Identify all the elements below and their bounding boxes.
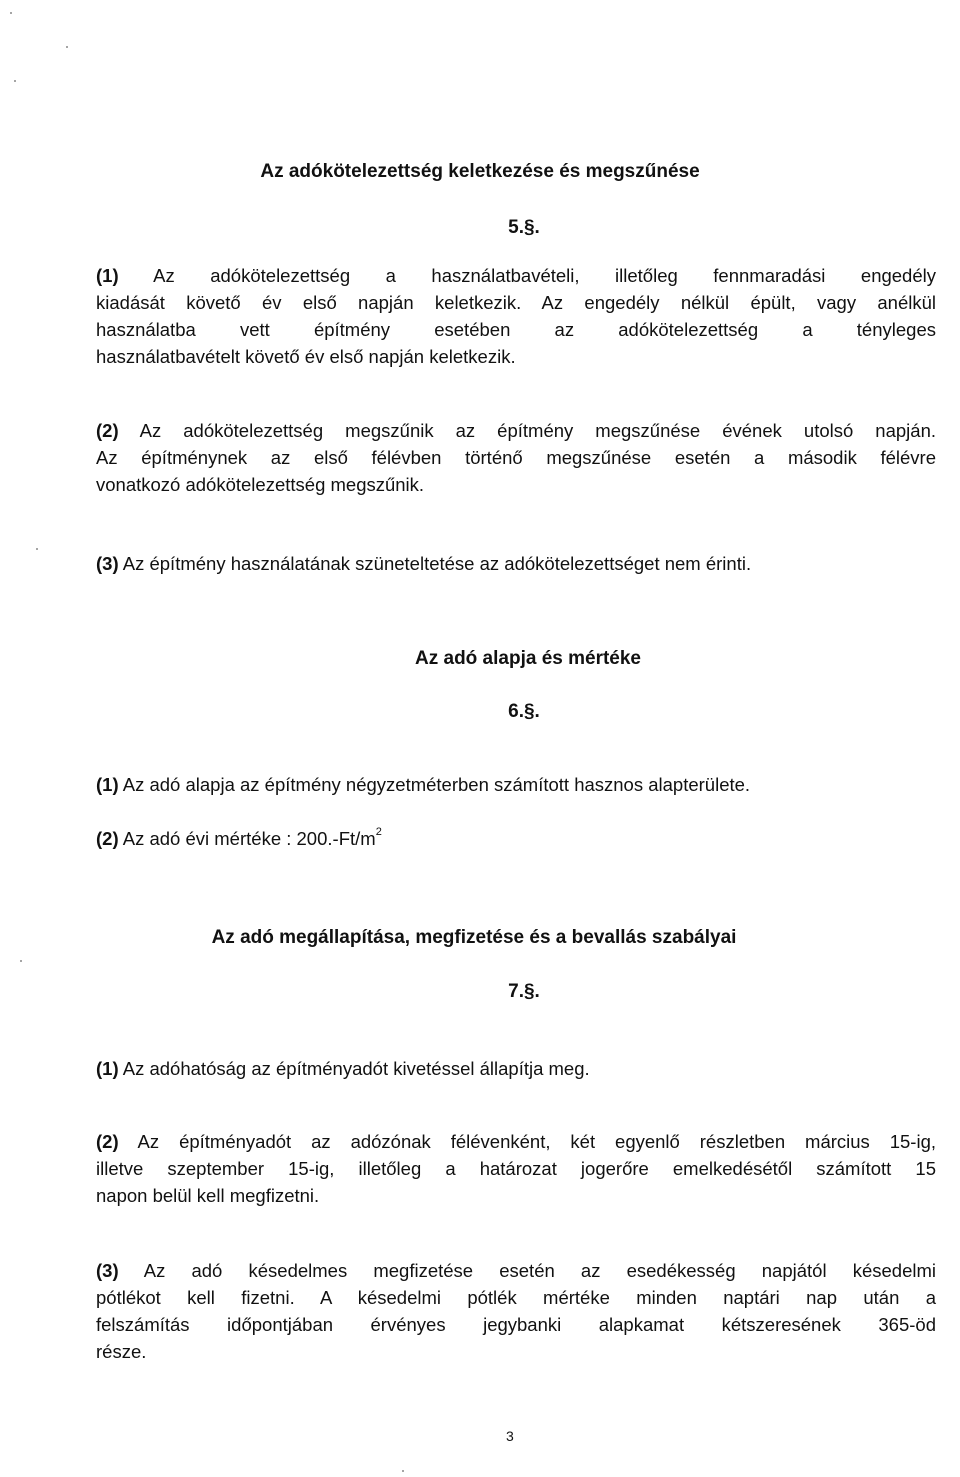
section-title: Az adókötelezettség keletkezése és megszűnése (260, 161, 700, 182)
paragraph-line (96, 825, 936, 852)
paragraph-line: napon belül kell megfizetni. (96, 1185, 320, 1206)
paragraph-number: (3) (96, 1260, 119, 1281)
tax-rate-text: Az adó évi mértéke : 200.-Ft/m (122, 828, 376, 849)
paragraph-number: (1) (96, 774, 119, 795)
paragraph-line: vonatkozó adókötelezettség megszűnik. (96, 474, 425, 495)
paragraph-number: (1) (96, 265, 119, 286)
section-title: Az adó megállapítása, megfizetése és a bevallás szabályai (211, 927, 737, 948)
paragraph-line: (3) Az építmény használatának szüneteltetése az adókötelezettséget nem érinti. (96, 553, 752, 574)
paragraph (96, 1257, 936, 1365)
paragraph-line: Az építménynek az első félévben történő megszűnése esetén a második félévre (96, 447, 936, 468)
scan-speck (20, 960, 22, 962)
section-number: 7.§. (508, 981, 540, 1002)
scan-speck (36, 548, 38, 550)
scan-speck (66, 46, 68, 48)
paragraph-line: része. (96, 1341, 147, 1362)
paragraph-number: (2) (96, 828, 119, 849)
section-title: Az adó alapja és mértéke (415, 648, 641, 669)
section-number: 5.§. (508, 217, 540, 238)
paragraph-number: (2) (96, 1131, 119, 1152)
paragraph-line: használatbavételt követő év első napján keletkezik. (96, 346, 516, 367)
paragraph-line: (3) Az adó késedelmes megfizetése esetén az esedékesség napjától késedelmi (96, 1260, 936, 1281)
paragraph-line: (1) Az adó alapja az építmény négyzetméterben számított hasznos alapterülete. (96, 774, 751, 795)
superscript: 2 (375, 825, 382, 838)
paragraph-line: illetve szeptember 15-ig, illetőleg a határozat jogerőre emelkedésétől számított 15 (96, 1158, 936, 1179)
paragraph-number: (1) (96, 1058, 119, 1079)
paragraph (96, 1128, 936, 1209)
paragraph (96, 771, 936, 798)
section-number: 6.§. (508, 701, 540, 722)
paragraph-number: (2) (96, 420, 119, 441)
paragraph (96, 1055, 936, 1082)
paragraph-line: (1) Az adóhatóság az építményadót kivetéssel állapítja meg. (96, 1058, 590, 1079)
paragraph-line: (2) Az építményadót az adózónak félévenként, két egyenlő részletben március 15-ig, (96, 1131, 937, 1152)
scan-speck (14, 80, 16, 82)
page-number: 3 (506, 1428, 514, 1444)
paragraph (96, 262, 936, 370)
paragraph-line: felszámítás időpontjában érvényes jegybanki alapkamat kétszeresének 365-öd (96, 1314, 936, 1335)
paragraph-line: (2) Az adókötelezettség megszűnik az építmény megszűnése évének utolsó napján. (96, 420, 936, 441)
paragraph (96, 825, 936, 852)
paragraph-line: pótlékot kell fizetni. A késedelmi pótlék mértéke minden naptári nap után a (96, 1287, 936, 1308)
paragraph-line: kiadását követő év első napján keletkezik. Az engedély nélkül épült, vagy anélkül (96, 292, 936, 313)
scan-speck (10, 12, 12, 14)
paragraph (96, 550, 936, 577)
paragraph-number: (3) (96, 553, 119, 574)
paragraph-line: (1) Az adókötelezettség a használatbavételi, illetőleg fennmaradási engedély (96, 265, 936, 286)
paragraph-line: használatba vett építmény esetében az adókötelezettség a tényleges (96, 319, 936, 340)
paragraph (96, 417, 936, 498)
scan-speck (402, 1470, 404, 1472)
